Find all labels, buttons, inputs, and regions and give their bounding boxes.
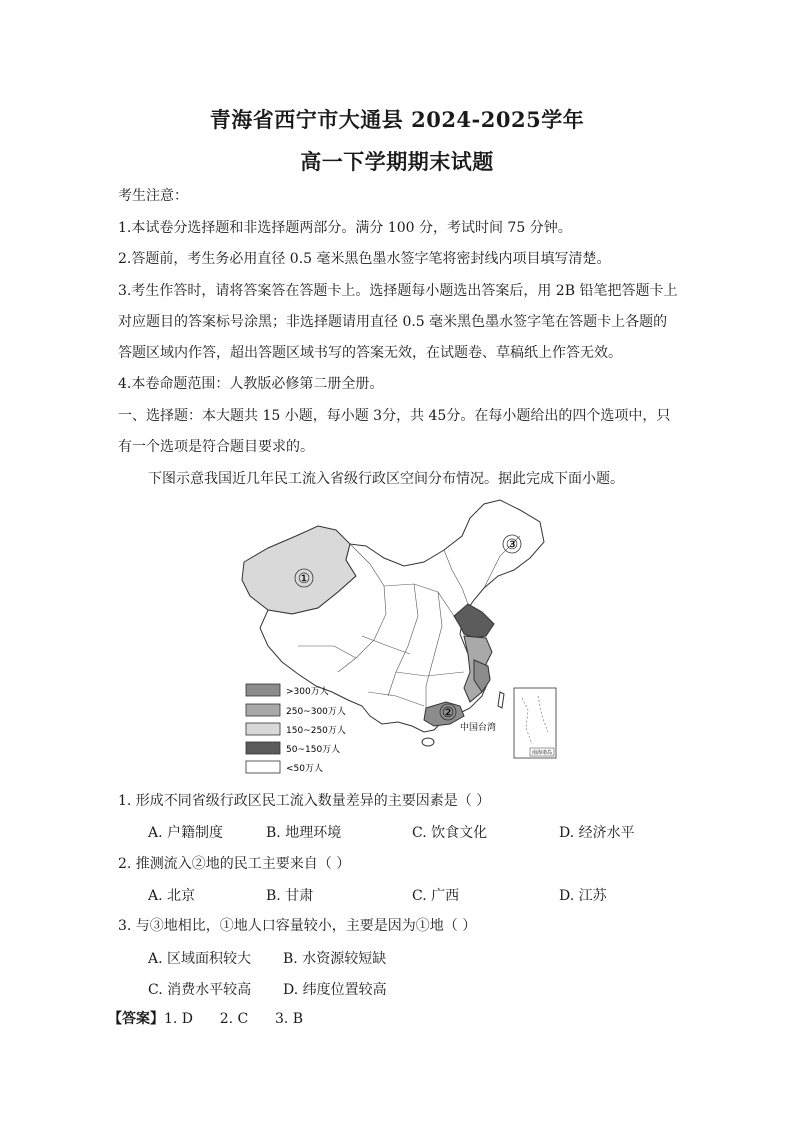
- question-stem: 2. 推测流入②地的民工主要来自（ ）: [118, 856, 351, 872]
- answer-values: 1. D 2. C 3. B: [164, 1011, 304, 1027]
- section-heading-cont: 有一个选项是符合题目要求的。: [118, 439, 314, 455]
- question-stem: 1. 形成不同省级行政区民工流入数量差异的主要因素是（ ）: [118, 793, 491, 809]
- legend-swatch: [246, 704, 280, 716]
- map-marker-2: ②: [441, 705, 455, 721]
- map-taiwan-label: 中国台湾: [460, 723, 497, 733]
- option-b: B. 地理环境: [266, 825, 342, 841]
- notice-item: 4.本卷命题范围：人教版必修第二册全册。: [118, 376, 384, 392]
- document-title: 青海省西宁市大通县 2024-2025学年: [209, 107, 585, 132]
- document-subtitle: 高一下学期期末试题: [300, 149, 494, 174]
- legend-label: 150~250万人: [286, 726, 346, 736]
- option-d: D. 江苏: [559, 888, 607, 904]
- south-sea-inset: [514, 688, 556, 758]
- map-marker-1: ①: [297, 571, 311, 587]
- notice-item: 对应题目的答案标号涂黑；非选择题请用直径 0.5 毫米黑色墨水签字笔在答题卡上各题的: [118, 314, 668, 330]
- notice-item: 2.答题前，考生务必用直径 0.5 毫米黑色墨水签字笔将密封线内项目填写清楚。: [118, 251, 611, 267]
- map-marker-3: ③: [505, 537, 519, 553]
- legend-label: 250~300万人: [286, 707, 346, 717]
- question-intro: 下图示意我国近几年民工流入省级行政区空间分布情况。据此完成下面小题。: [148, 471, 624, 487]
- section-heading: 一、选择题：本大题共 15 小题，每小题 3分，共 45分。在每小题给出的四个选项中，只: [118, 408, 671, 424]
- inset-label: 南海诸岛: [531, 750, 553, 756]
- china-migrant-map: [238, 496, 560, 778]
- option-a: A. 区域面积较大: [148, 951, 252, 967]
- notice-heading: 考生注意：: [118, 188, 188, 204]
- option-b: B. 甘肃: [266, 888, 314, 904]
- option-b: B. 水资源较短缺: [283, 951, 387, 967]
- hainan-island: [422, 738, 434, 746]
- legend-label: 50~150万人: [286, 745, 341, 755]
- notice-item: 答题区域内作答，超出答题区域书写的答案无效，在试题卷、草稿纸上作答无效。: [118, 345, 622, 361]
- legend-swatch: [246, 684, 280, 696]
- option-d: D. 纬度位置较高: [283, 982, 387, 998]
- question-stem: 3. 与③地相比，①地人口容量较小，主要是因为①地（ ）: [118, 918, 477, 934]
- legend-label: <50万人: [286, 764, 323, 774]
- taiwan-island: [498, 692, 504, 708]
- legend-swatch: [246, 742, 280, 754]
- option-c: C. 消费水平较高: [148, 982, 252, 998]
- notice-item: 3.考生作答时，请将答案答在答题卡上。选择题每小题选出答案后，用 2B 铅笔把答题卡上: [118, 283, 678, 299]
- legend-swatch: [246, 723, 280, 735]
- option-d: D. 经济水平: [559, 825, 635, 841]
- legend-label: >300万人: [286, 687, 329, 697]
- option-a: A. 北京: [148, 888, 196, 904]
- answer-line: [108, 1010, 303, 1028]
- legend-swatch: [246, 761, 280, 773]
- option-c: C. 饮食文化: [412, 825, 488, 841]
- notice-item: 1.本试卷分选择题和非选择题两部分。满分 100 分，考试时间 75 分钟。: [118, 220, 572, 236]
- answer-label: 【答案】: [108, 1011, 164, 1027]
- option-a: A. 户籍制度: [148, 825, 224, 841]
- option-c: C. 广西: [412, 888, 460, 904]
- map-legend: [246, 684, 346, 774]
